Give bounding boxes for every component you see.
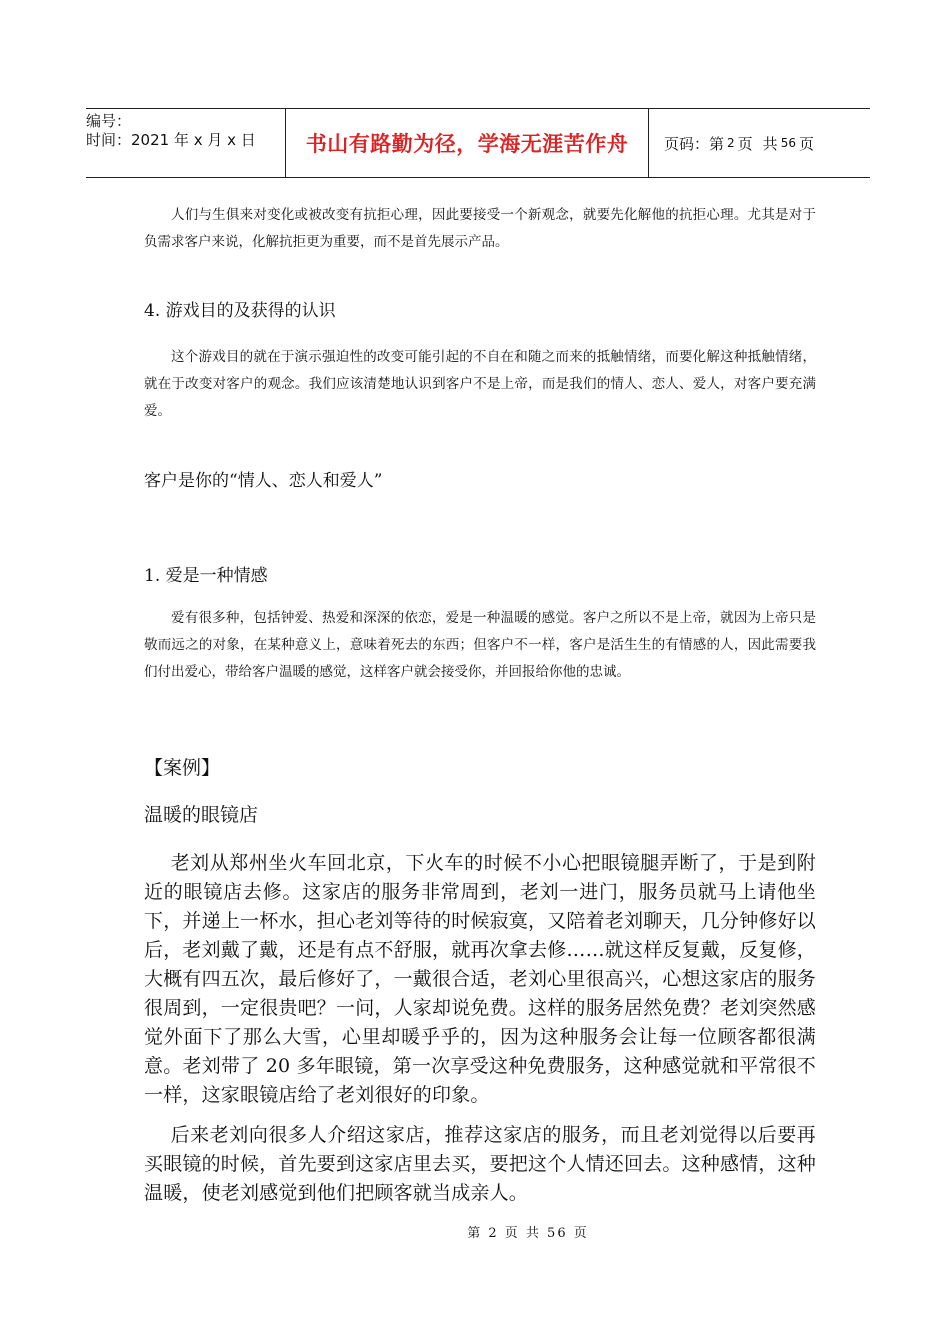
page-total-suffix: 页 bbox=[798, 134, 814, 153]
page-footer bbox=[0, 1222, 950, 1241]
paragraph-text: 后来老刘向很多人介绍这家店，推荐这家店的服务，而且老刘觉得以后要再买眼镜的时候，首先要到这家店里去买，要把这个人情还回去。这种感情，这种温暖，使老刘感觉到他们把顾客就当成亲人。 bbox=[144, 1124, 817, 1204]
heading-game-purpose bbox=[144, 299, 816, 323]
page-current: 2 bbox=[727, 136, 735, 150]
paragraph-text: 这个游戏目的就在于演示强迫性的改变可能引起的不自在和随之而来的抵触情绪，而要化解这种抵触情绪，就在于改变对客户的观念。我们应该清楚地认识到客户不是上帝，而是我们的情人、恋人、爱人，对客户要充满爱。 bbox=[144, 349, 816, 419]
header-motto: 书山有路勤为径，学海无涯苦作舟 bbox=[305, 131, 629, 156]
footer-page-number: 第 2 页 共 56 页 bbox=[467, 1226, 589, 1241]
section-title bbox=[144, 469, 816, 493]
section-title-text: 客户是你的“情人、恋人和爱人” bbox=[144, 471, 383, 491]
header-page-info bbox=[648, 109, 870, 177]
paragraph-text: 人们与生俱来对变化或被改变有抗拒心理，因此要接受一个新观念，就要先化解他的抗拒心理。尤其是对于负需求客户来说，化解抗拒更为重要，而不是首先展示产品。 bbox=[144, 207, 816, 250]
heading-text: 4. 游戏目的及获得的认识 bbox=[144, 301, 336, 321]
header-meta bbox=[86, 109, 284, 177]
case-paragraph-1 bbox=[144, 849, 816, 1110]
document-header bbox=[86, 108, 870, 178]
paragraph-text: 爱有很多种，包括钟爱、热爱和深深的依恋，爱是一种温暖的感觉。客户之所以不是上帝，就因为上帝只是敬而远之的对象，在某种意义上，意味着死去的东西；但客户不一样，客户是活生生的有情感的人，因此需要我们付出爱心，带给客户温暖的感觉，这样客户就会接受你，并回报给你他的忠诚。 bbox=[144, 610, 816, 680]
page-label-prefix: 页码：第 bbox=[664, 134, 725, 153]
case-title-text: 温暖的眼镜店 bbox=[144, 804, 259, 826]
paragraph-resistance bbox=[144, 202, 816, 256]
heading-text: 1. 爱是一种情感 bbox=[144, 566, 268, 586]
paragraph-love bbox=[144, 605, 816, 686]
case-label-text: 【案例】 bbox=[144, 757, 221, 779]
paragraph-game-purpose bbox=[144, 344, 816, 425]
page-label-mid: 页 bbox=[737, 134, 753, 153]
document-number-label: 编号： bbox=[86, 112, 132, 130]
case-title bbox=[144, 802, 816, 828]
case-paragraph-2 bbox=[144, 1121, 816, 1208]
page-total-prefix: 共 bbox=[762, 134, 778, 153]
page-total: 56 bbox=[780, 136, 796, 150]
case-label bbox=[144, 755, 816, 781]
document-time: 时间：2021 年 x 月 x 日 bbox=[86, 131, 256, 149]
paragraph-text: 老刘从郑州坐火车回北京，下火车的时候不小心把眼镜腿弄断了，于是到附近的眼镜店去修。这家店的服务非常周到，老刘一进门，服务员就马上请他坐下，并递上一杯水，担心老刘等待的时候寂寞，又陪着老刘聊天，几分钟修好以后，老刘戴了戴，还是有点不舒服，就再次拿去修……就这样反复戴，反复修，大概有四五次，最后修好了，一戴很合适，老刘心里很高兴，心想这家店的服务很周到，一定很贵吧？一问，人家却说免费。这样的服务居然免费？老刘突然感觉外面下了那么大雪，心里却暖乎乎的，因为这种服务会让每一位顾客都很满意。老刘带了 20 多年眼镜，第一次享受这种免费服务，这种感觉就和平常很不一样，这家眼镜店给了老刘很好的印象。 bbox=[144, 852, 817, 1106]
heading-love-emotion bbox=[144, 564, 816, 588]
header-motto-cell bbox=[285, 109, 649, 177]
